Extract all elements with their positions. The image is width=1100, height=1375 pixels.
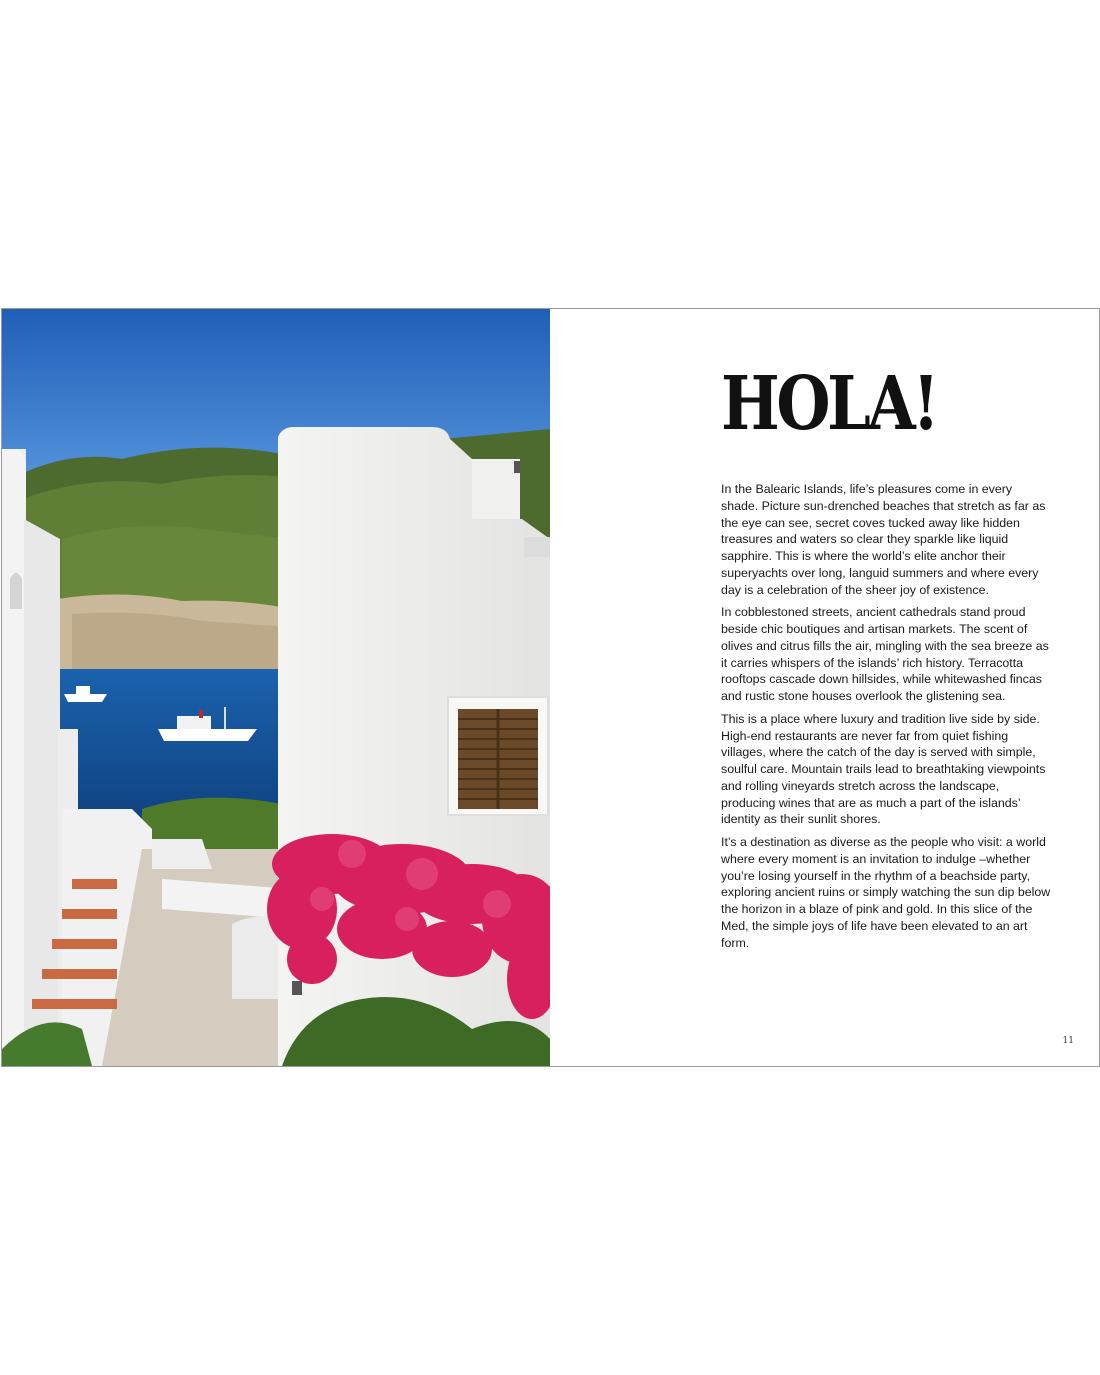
text-page <box>550 309 1099 1066</box>
page-headline: HOLA! <box>721 361 937 447</box>
body-copy <box>721 481 1051 957</box>
paragraph: It’s a destination as diverse as the people who visit: a world where every moment is an invitation to indulge –whether you’re losing yourself in the rhythm of a beachside party, exploring ancient ruins or simply watching the sun dip below the horizon in a blaze of pink and gold. In this slice of the Med, the simple joys of life have been elevated to an art form. <box>721 835 1051 950</box>
paragraph: This is a place where luxury and tradition live side by side. High-end restaurants are never far from quiet fishing villages, where the catch of the day is served with simple, soulful care. Mountain trails lead to breathtaking viewpoints and rolling vineyards stretch across the landscape, producing wines that are as much a part of the islands’ identity as their sunlit shores. <box>721 711 1046 827</box>
page-number: 11 <box>1062 1036 1074 1046</box>
photo-illustration <box>2 309 550 1066</box>
book-spread <box>1 308 1100 1067</box>
paragraph: In cobblestoned streets, ancient cathedrals stand proud beside chic boutiques and artisan markets. The scent of olives and citrus fills the air, mingling with the sea breeze as it carries whispers of the islands’ rich history. Terracotta rooftops cascade down hillsides, while whitewashed fincas and rustic stone houses overlook the glistening sea. <box>721 605 1049 703</box>
shuttered-window <box>448 697 548 815</box>
paragraph: In the Balearic Islands, life’s pleasures come in every shade. Picture sun-drenched beaches that stretch as far as the eye can see, secret coves tucked away like hidden treasures and waters so clear they sparkle like liquid sapphire. This is where the world’s elite anchor their superyachts over long, languid summers and where every day is a celebration of the sheer joy of existence. <box>721 482 1046 597</box>
photo-whitewashed-village-cove <box>2 309 550 1066</box>
